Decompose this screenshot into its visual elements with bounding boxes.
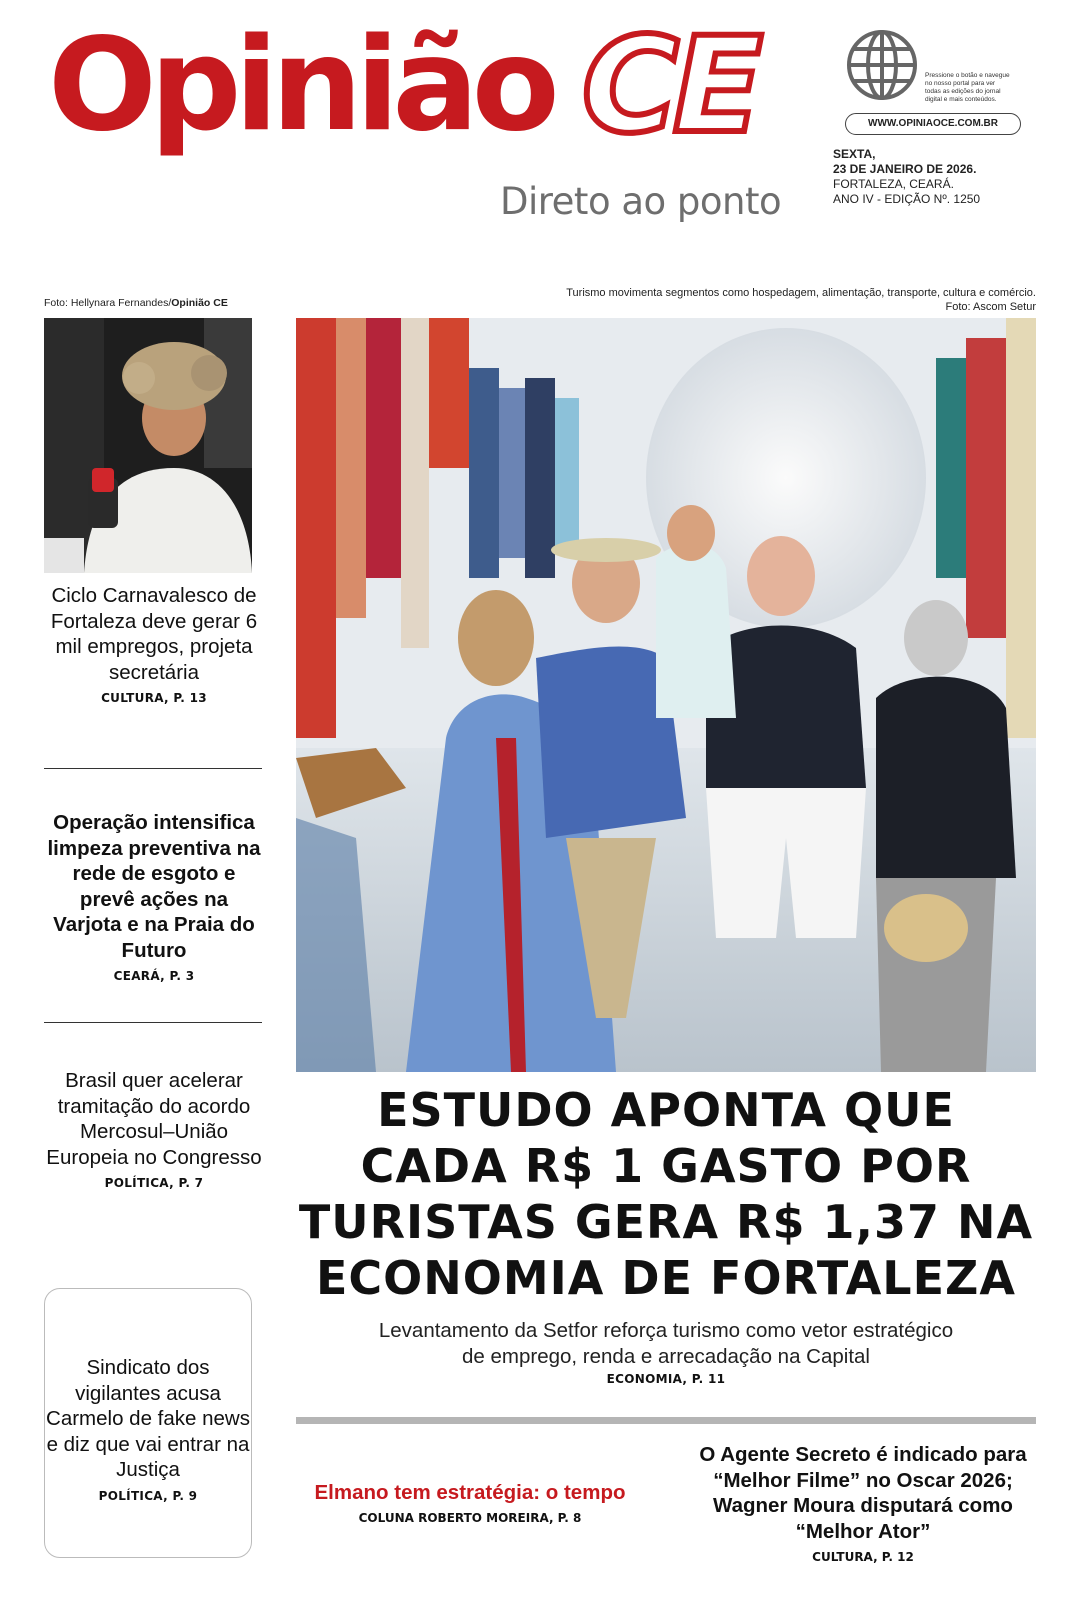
section-ref: POLÍTICA, P. 7 (104, 1176, 204, 1190)
main-photo-caption (566, 286, 1036, 314)
story-esgoto[interactable] (44, 810, 264, 983)
credit-outlet: Opinião CE (171, 297, 228, 309)
tagline: Direto ao ponto (500, 180, 782, 223)
weekday: SEXTA, (833, 147, 876, 161)
interview-photo[interactable] (44, 318, 252, 573)
story-headline: Brasil quer acelerar tramitação do acordo Mercosul–União Europeia no Congresso (46, 1069, 262, 1169)
section-ref: COLUNA ROBERTO MOREIRA, P. 8 (358, 1511, 582, 1525)
main-subheadline (296, 1318, 1036, 1370)
edition-number: ANO IV - EDIÇÃO Nº. 1250 (833, 192, 981, 206)
story-elmano[interactable] (296, 1481, 644, 1525)
main-photo[interactable] (296, 318, 1036, 1072)
photo-credit-left (44, 297, 264, 309)
issue-date: 23 DE JANEIRO DE 2026. (833, 162, 977, 176)
masthead (0, 0, 1078, 260)
globe-note: Pressione o botão e navegue no nosso portal para ver todas as edições do jornal digital e mais conteúdos. (925, 72, 1010, 103)
story-carnaval[interactable] (44, 583, 264, 705)
section-ref: CULTURA, P. 12 (812, 1550, 914, 1564)
story-headline: Operação intensifica limpeza preventiva na rede de esgoto e prevê ações na Varjota e na Praia do Futuro (47, 811, 261, 962)
divider (44, 768, 262, 769)
divider (44, 1022, 262, 1023)
caption-credit: Foto: Ascom Setur (945, 301, 1036, 313)
headline-line: TURISTAS GERA R$ 1,37 NA (298, 1195, 1034, 1249)
subhead-line: de emprego, renda e arrecadação na Capital (462, 1345, 870, 1368)
city: FORTALEZA, CEARÁ. (833, 177, 954, 191)
story-mercosul[interactable] (44, 1068, 264, 1190)
story-oscar[interactable] (690, 1442, 1036, 1564)
headline-line: CADA R$ 1 GASTO POR (360, 1139, 972, 1193)
logo-wordmark: Opinião (48, 11, 553, 160)
logo-ce: CE (582, 9, 758, 163)
website-link[interactable]: WWW.OPINIAOCE.COM.BR (845, 113, 1021, 135)
section-ref: CEARÁ, P. 3 (113, 969, 195, 983)
headline-line: ESTUDO APONTA QUE (377, 1083, 955, 1137)
credit-prefix: Foto: Hellynara Fernandes/ (44, 297, 172, 309)
main-headline[interactable] (296, 1082, 1036, 1306)
globe-icon[interactable] (845, 28, 919, 102)
story-vigilantes[interactable] (44, 1355, 252, 1503)
story-headline: Elmano tem estratégia: o tempo (314, 1481, 626, 1504)
section-ref: POLÍTICA, P. 9 (98, 1488, 198, 1503)
subhead-line: Levantamento da Setfor reforça turismo como vetor estratégico (378, 1319, 954, 1342)
date-block (833, 147, 980, 207)
gray-rule (296, 1417, 1036, 1424)
headline-line: ECONOMIA DE FORTALEZA (316, 1251, 1016, 1305)
story-headline: Ciclo Carnavalesco de Fortaleza deve gerar 6 mil empregos, projeta secretária (50, 584, 258, 684)
section-ref: CULTURA, P. 13 (101, 691, 207, 705)
story-headline: Sindicato dos vigilantes acusa Carmelo de fake news e diz que vai entrar na Justiça (46, 1356, 250, 1481)
caption-text: Turismo movimenta segmentos como hospedagem, alimentação, transporte, cultura e comércio. (566, 287, 1036, 299)
story-headline: O Agente Secreto é indicado para “Melhor Filme” no Oscar 2026; Wagner Moura disputará como “Melhor Ator” (699, 1443, 1027, 1543)
section-ref: ECONOMIA, P. 11 (606, 1372, 726, 1386)
